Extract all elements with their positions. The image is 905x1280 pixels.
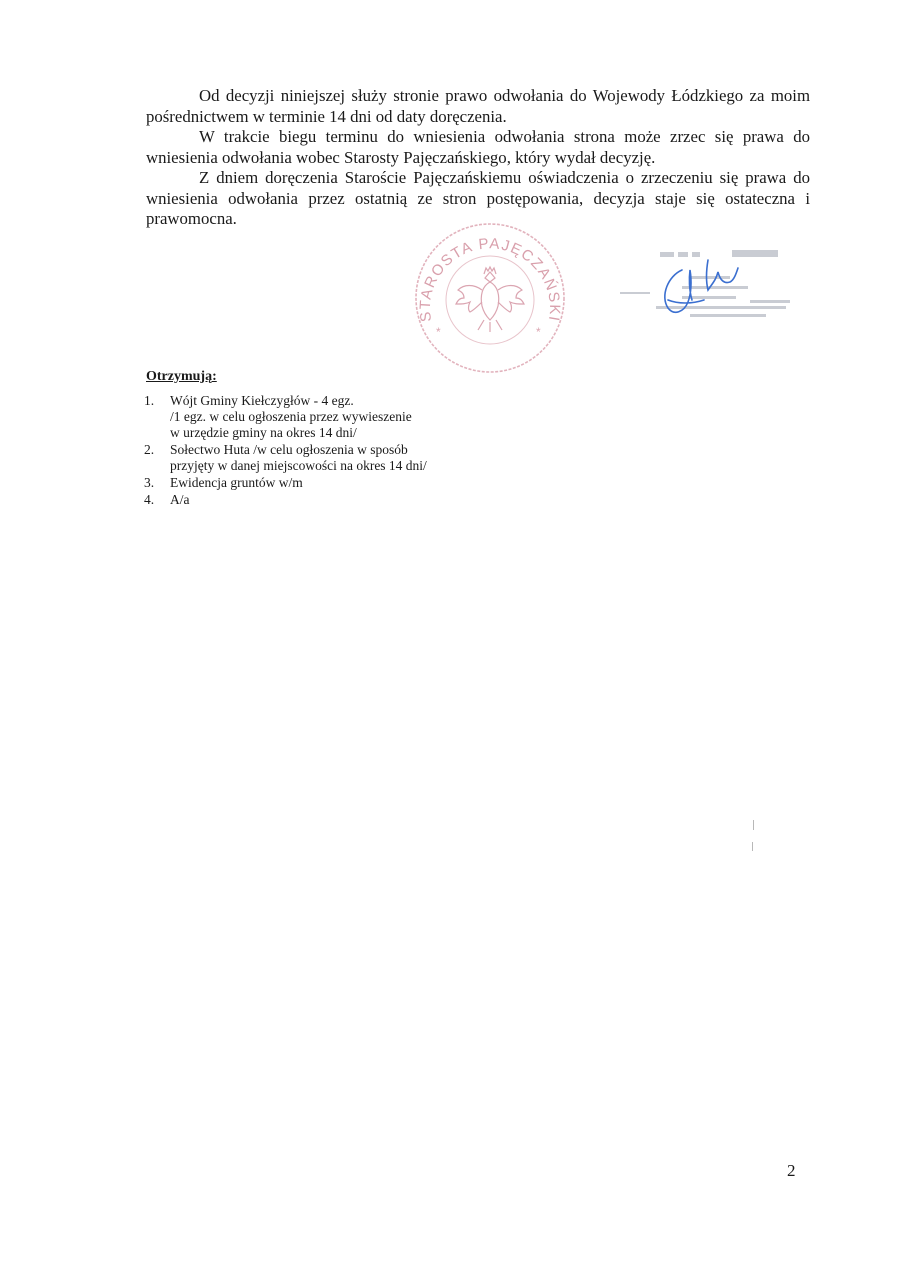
item-line: w urzędzie gminy na okres 14 dni/ bbox=[170, 425, 357, 440]
signature-area bbox=[612, 240, 812, 330]
page-number: 2 bbox=[787, 1161, 796, 1180]
official-stamp bbox=[412, 220, 568, 376]
item-number: 1. bbox=[144, 393, 155, 408]
item-number: 4. bbox=[144, 492, 155, 507]
item-line: Wójt Gminy Kiełczygłów - 4 egz. bbox=[170, 393, 354, 408]
scan-mark bbox=[752, 842, 753, 851]
scan-mark bbox=[753, 820, 754, 830]
item-line: /1 egz. w celu ogłoszenia przez wywieszenie bbox=[170, 409, 412, 424]
item-line: przyjęty w danej miejscowości na okres 14 dni/ bbox=[170, 458, 427, 473]
svg-text:STAROSTA PAJĘCZAŃSKI bbox=[417, 235, 563, 323]
item-line: Sołectwo Huta /w celu ogłoszenia w sposób bbox=[170, 442, 408, 457]
item-number: 3. bbox=[144, 475, 155, 490]
svg-text:*: * bbox=[536, 325, 541, 339]
list-item bbox=[144, 442, 464, 474]
item-line: Ewidencja gruntów w/m bbox=[170, 475, 303, 490]
signature-icon bbox=[612, 240, 812, 330]
item-line: A/a bbox=[170, 492, 190, 507]
waiver-paragraph: W trakcie biegu terminu do wniesienia odwołania strona może zrzec się prawa do wniesienia odwołania wobec Starosty Pajęczańskiego, który wydał decyzję. bbox=[146, 127, 810, 167]
list-item bbox=[144, 492, 464, 508]
list-item bbox=[144, 393, 464, 441]
decision-body bbox=[146, 86, 810, 230]
stamp-text: STAROSTA PAJĘCZAŃSKI bbox=[416, 235, 564, 324]
appeal-paragraph: Od decyzji niniejszej służy stronie prawo odwołania do Wojewody Łódzkiego za moim pośrednictwem w terminie 14 dni od daty doręczenia. bbox=[146, 86, 810, 126]
svg-text:*: * bbox=[436, 325, 441, 339]
finality-paragraph: Z dniem doręczenia Staroście Pajęczańskiemu oświadczenia o zrzeczeniu się prawa do wniesienia odwołania przez ostatnią ze stron postępowania, decyzja staje się ostateczna i prawomocna. bbox=[146, 168, 810, 228]
item-number: 2. bbox=[144, 442, 155, 457]
recipients-list bbox=[144, 393, 464, 509]
recipients-heading: Otrzymują: bbox=[146, 369, 217, 384]
list-item bbox=[144, 475, 464, 491]
